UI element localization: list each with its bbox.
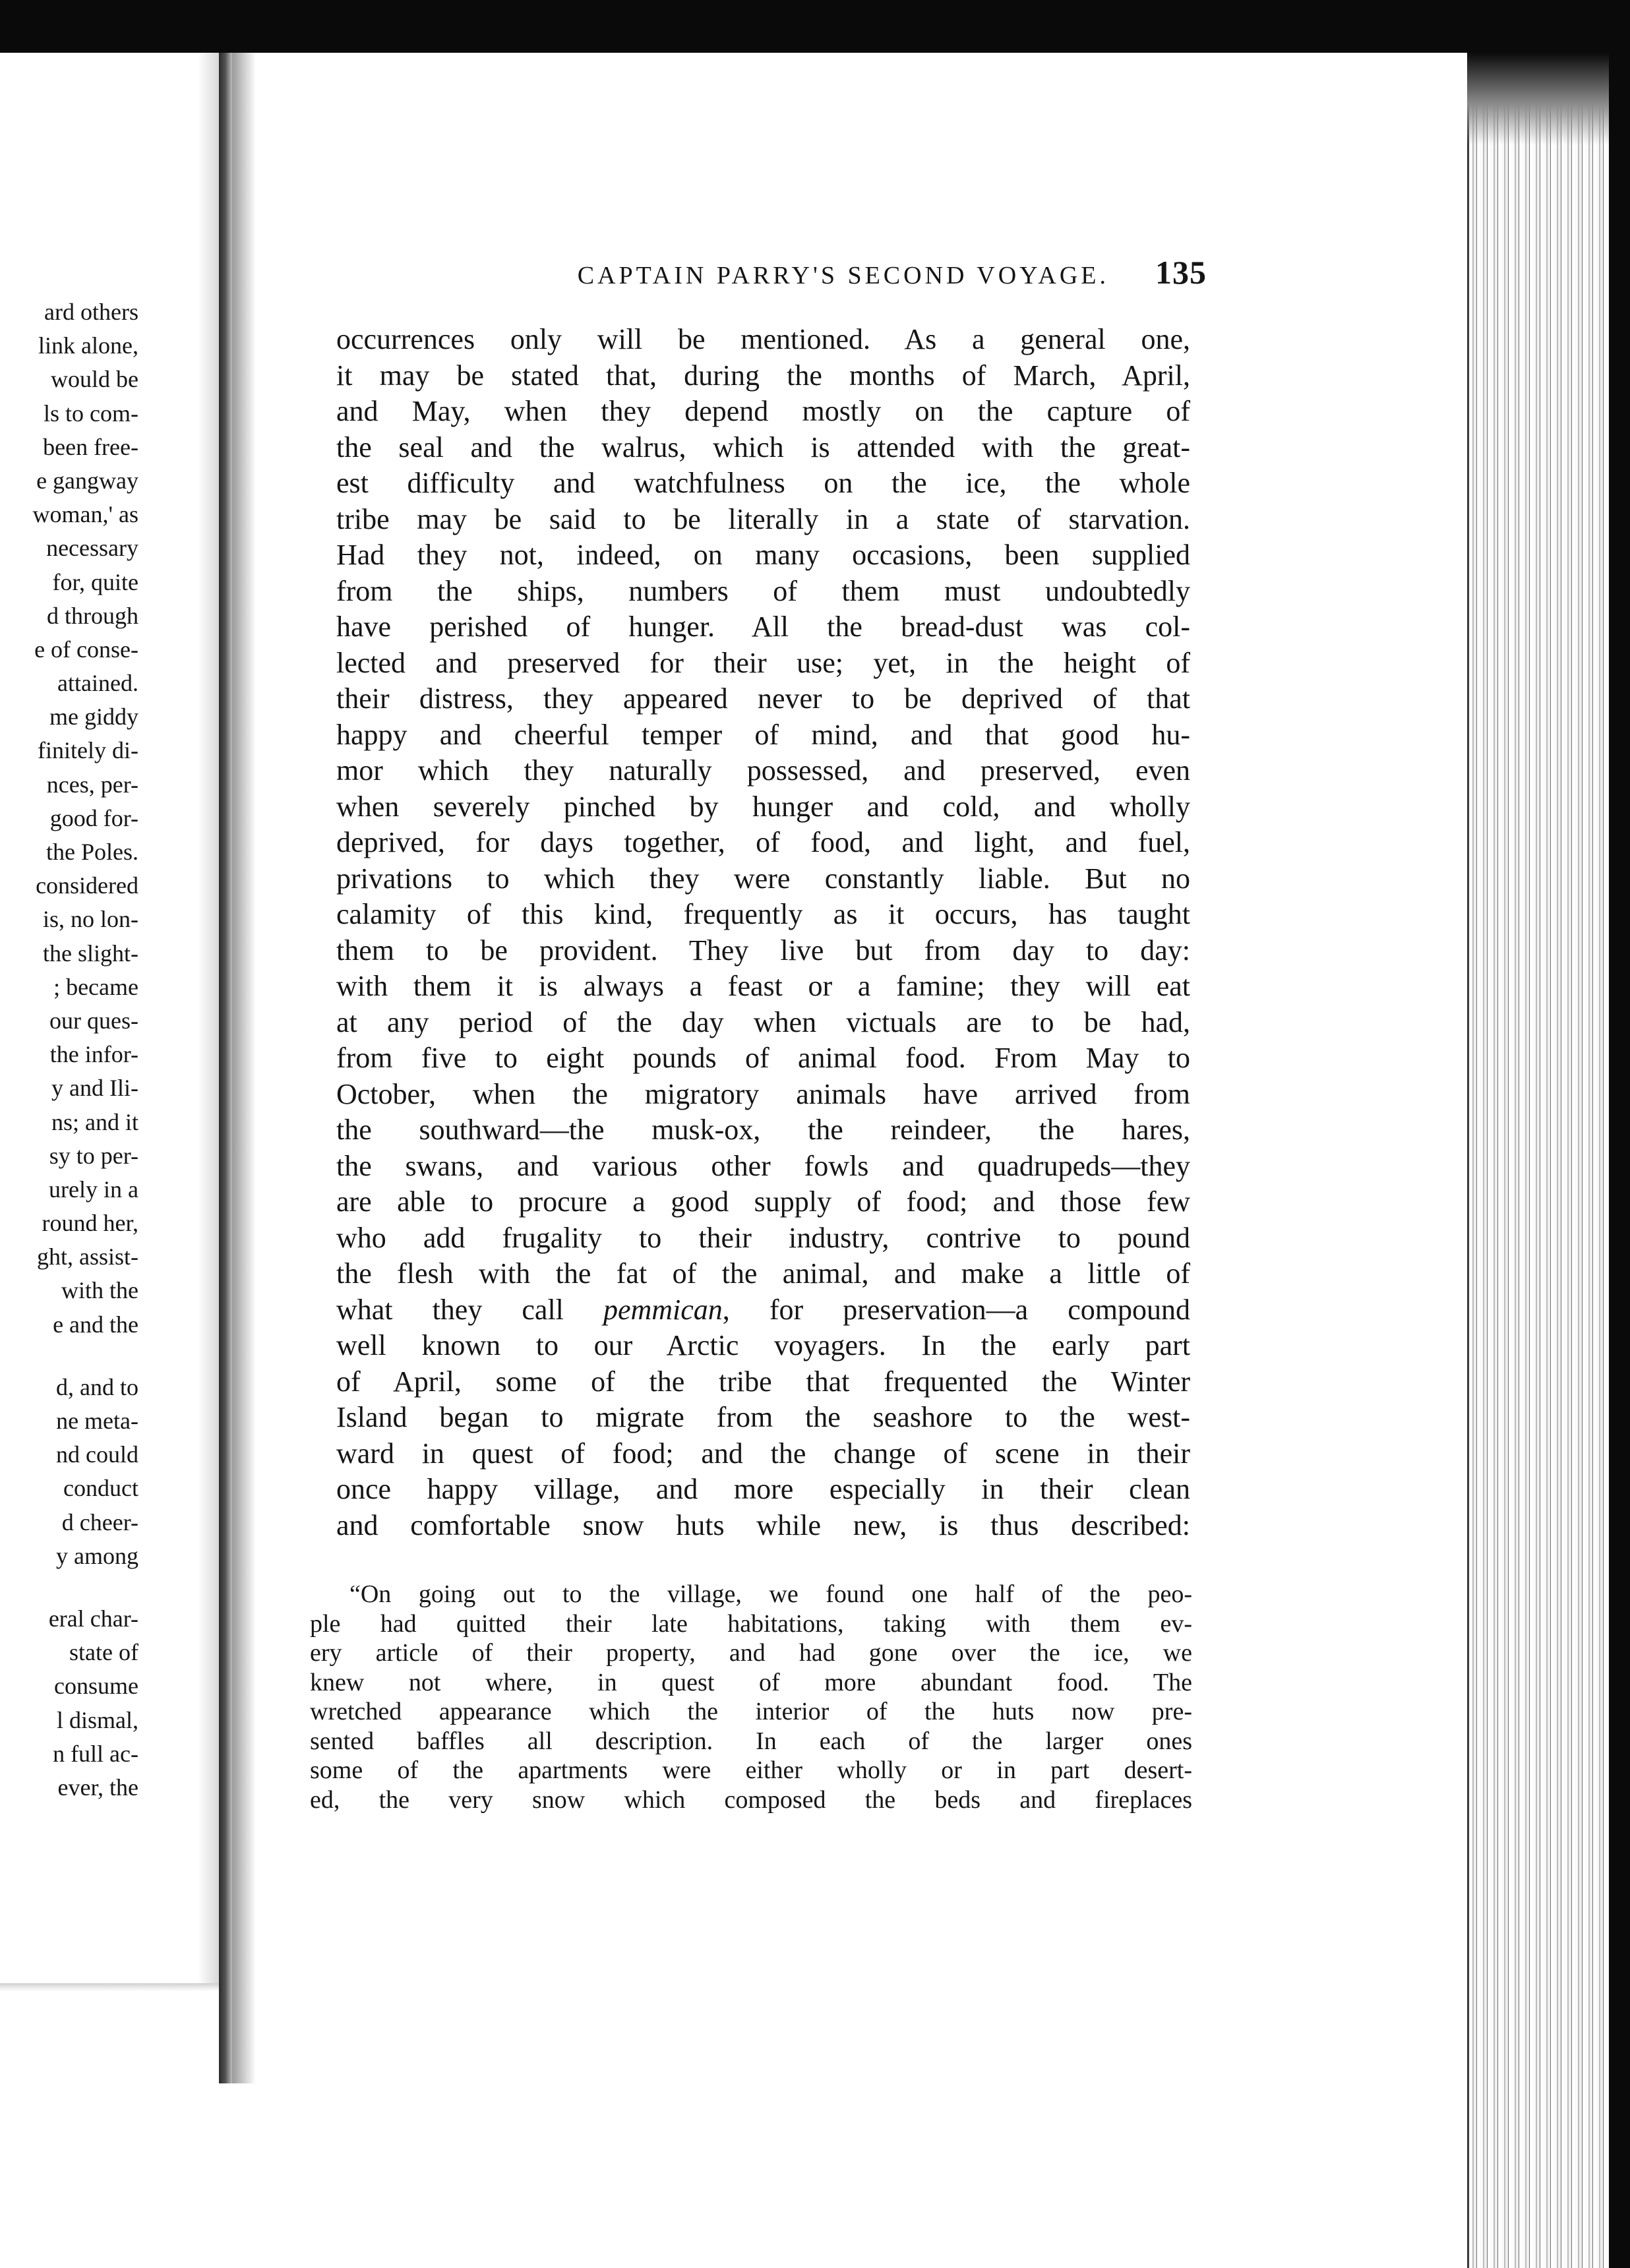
left-line: ever, the <box>57 1774 138 1801</box>
text-line: est difficulty and watchfulness on the ice, the whole <box>336 467 1190 499</box>
block-quote <box>310 1580 1192 1814</box>
text-line <box>336 1292 1190 1328</box>
left-line: eral char- <box>48 1605 138 1632</box>
running-head <box>462 253 1207 299</box>
text-line: from the ships, numbers of them must undoubtedly <box>336 574 1190 607</box>
text-line: once happy village, and more especially in their clean <box>336 1473 1190 1505</box>
left-line: me giddy <box>49 703 138 731</box>
left-line: conduct <box>63 1475 138 1502</box>
page-number: 135 <box>1155 254 1207 291</box>
text-line: Had they not, indeed, on many occasions, been supplied <box>336 539 1190 571</box>
text-line: the seal and the walrus, which is attended with the great- <box>336 431 1190 463</box>
left-line: y and Ili- <box>51 1075 138 1102</box>
left-line: e of conse- <box>34 636 138 663</box>
left-line: woman,' as <box>32 501 138 528</box>
quote-line: ed, the very snow which composed the beds and fireplaces <box>310 1785 1192 1814</box>
left-line: urely in a <box>49 1176 138 1203</box>
left-line: state of <box>69 1639 138 1666</box>
left-line: nces, per- <box>46 771 138 798</box>
right-page-gutter-shadow <box>232 53 256 2083</box>
left-line: been free- <box>43 433 138 460</box>
text-line: calamity of this kind, frequently as it occurs, has taught <box>336 898 1190 930</box>
text-line: well known to our Arctic voyagers. In the early part <box>336 1329 1190 1361</box>
left-line: consume <box>54 1673 138 1700</box>
left-line: for, quite <box>52 568 138 595</box>
quote-line: “On going out to the village, we found one half of the peo- <box>349 1580 1192 1608</box>
left-line: ; became <box>53 973 138 1000</box>
left-line: e gangway <box>36 467 138 494</box>
left-line: necessary <box>46 535 138 562</box>
text-line: of April, some of the tribe that frequented the Winter <box>336 1365 1190 1398</box>
text-line: who add frugality to their industry, contrive to pound <box>336 1221 1190 1254</box>
text-line: the swans, and various other fowls and quadrupeds—they <box>336 1149 1190 1182</box>
text-line: lected and preserved for their use; yet, in the height of <box>336 646 1190 679</box>
text-line: and comfortable snow huts while new, is thus described: <box>336 1508 1190 1541</box>
left-line: e and the <box>53 1311 138 1338</box>
left-line: good for- <box>49 804 138 831</box>
left-line: nd could <box>56 1441 138 1468</box>
left-line: would be <box>51 366 138 393</box>
quote-line: ery article of their property, and had gone over the ice, we <box>310 1639 1192 1667</box>
left-page-bottom-edge <box>0 1983 219 1991</box>
text-line: ward in quest of food; and the change of scene in their <box>336 1437 1190 1470</box>
left-line: sy to per- <box>49 1142 138 1169</box>
left-page-gutter-shadow <box>198 53 219 1984</box>
text-line: are able to procure a good supply of food; and those few <box>336 1185 1190 1218</box>
left-line: ard others <box>44 299 138 325</box>
text-line: them to be provident. They live but from day to day: <box>336 934 1190 967</box>
text-line: their distress, they appeared never to be deprived of that <box>336 682 1190 715</box>
quote-line: sented baffles all description. In each of the larger ones <box>310 1727 1192 1755</box>
quote-line: knew not where, in quest of more abundant food. The <box>310 1668 1192 1696</box>
text-line: the southward—the musk-ox, the reindeer, the hares, <box>336 1114 1190 1146</box>
text-line: privations to which they were constantly liable. But no <box>336 862 1190 895</box>
running-head-title: CAPTAIN PARRY'S SECOND VOYAGE. <box>577 262 1109 289</box>
body-paragraph <box>336 322 1190 1543</box>
left-line: is, no lon- <box>42 906 138 933</box>
page-fore-edge-shadow <box>1467 53 1630 145</box>
left-line: the Poles. <box>46 839 138 865</box>
text-line: mor which they naturally possessed, and preserved, even <box>336 754 1190 787</box>
text-line: the flesh with the fat of the animal, and make a little of <box>336 1257 1190 1290</box>
text-line: have perished of hunger. All the bread-dust was col- <box>336 611 1190 643</box>
left-line: round her, <box>42 1210 138 1237</box>
left-line: link alone, <box>38 332 138 359</box>
left-line: attained. <box>57 670 138 697</box>
page-fore-edge <box>1467 66 1630 2268</box>
text-line: from five to eight pounds of animal food. From May to <box>336 1042 1190 1074</box>
quote-line: some of the apartments were either wholly or in part desert- <box>310 1756 1192 1784</box>
text-segment: , for preservation—a compound <box>722 1293 1190 1326</box>
quote-line: wretched appearance which the interior of the huts now pre- <box>310 1698 1192 1725</box>
quote-line: ple had quitted their late habitations, taking with them ev- <box>310 1609 1192 1638</box>
left-line: d, and to <box>56 1373 138 1400</box>
italic-term: pemmican <box>603 1293 723 1326</box>
text-segment: what they call <box>336 1293 564 1326</box>
book-spine <box>219 53 232 2083</box>
left-line: ne meta- <box>56 1408 138 1434</box>
text-line: deprived, for days together, of food, and light, and fuel, <box>336 826 1190 858</box>
scan-top-border <box>0 0 1630 53</box>
left-line: our ques- <box>49 1007 138 1034</box>
left-line: n full ac- <box>53 1740 138 1767</box>
left-line: d cheer- <box>61 1508 138 1536</box>
left-line: ls to com- <box>44 400 138 427</box>
left-line: y among <box>56 1542 138 1569</box>
text-line: it may be stated that, during the months of March, April, <box>336 359 1190 392</box>
left-line: ns; and it <box>51 1108 138 1135</box>
text-line: with them it is always a feast or a famine; they will eat <box>336 970 1190 1002</box>
left-line: considered <box>36 872 138 899</box>
left-line: the infor- <box>49 1041 138 1068</box>
paragraph-gap <box>0 1573 138 1602</box>
text-line: when severely pinched by hunger and cold, and wholly <box>336 790 1190 823</box>
text-line: and May, when they depend mostly on the capture of <box>336 395 1190 427</box>
left-line: l dismal, <box>57 1706 138 1733</box>
left-page-text-fragment <box>0 295 138 1805</box>
left-line: finitely di- <box>38 737 138 764</box>
left-line: with the <box>61 1277 138 1304</box>
text-line: at any period of the day when victuals are to be had, <box>336 1005 1190 1038</box>
text-line: occurrences only will be mentioned. As a general one, <box>336 323 1190 355</box>
text-line: Island began to migrate from the seashore to the west- <box>336 1401 1190 1433</box>
left-line: the slight- <box>43 940 138 967</box>
left-line: ght, assist- <box>36 1243 138 1270</box>
scan-right-border <box>1609 53 1630 2268</box>
left-line: d through <box>47 602 138 629</box>
text-line: tribe may be said to be literally in a state of starvation. <box>336 502 1190 535</box>
text-line: October, when the migratory animals have arrived from <box>336 1077 1190 1110</box>
text-line: happy and cheerful temper of mind, and that good hu- <box>336 718 1190 751</box>
paragraph-gap <box>0 1342 138 1371</box>
